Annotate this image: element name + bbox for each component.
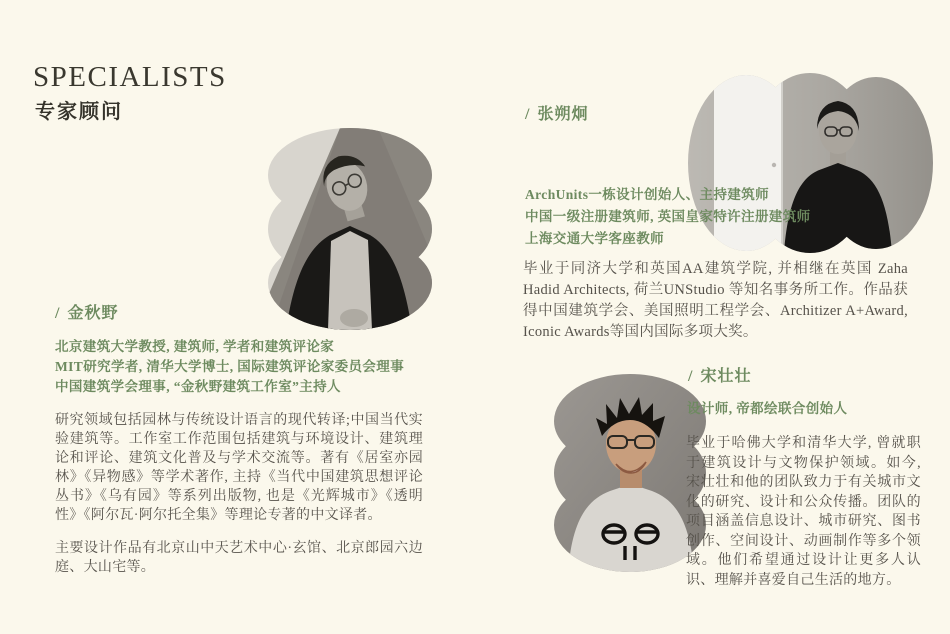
credential-line: 中国建筑学会理事, “金秋野建筑工作室”主持人 <box>55 379 341 394</box>
page-title: SPECIALISTS <box>33 61 227 94</box>
credentials-zhang <box>525 184 945 250</box>
name-slash: / <box>55 305 61 322</box>
page-subtitle: 专家顾问 <box>35 100 123 123</box>
photo-song-zhuangzhuang <box>554 374 706 572</box>
photo-jin-qiuye <box>268 128 433 330</box>
credential-line: 中国一级注册建筑师, 英国皇家特许注册建筑师 <box>525 209 811 224</box>
specialist-name-text: 张朔炯 <box>537 106 589 123</box>
specialist-name-text: 宋壮壮 <box>700 368 752 385</box>
credential-line: MIT研究学者, 清华大学博士, 国际建筑评论家委员会理事 <box>55 359 405 374</box>
credential-line: 上海交通大学客座教师 <box>525 231 664 246</box>
credential-line: ArchUnits一栋设计创始人、主持建筑师 <box>525 187 770 202</box>
bio-paragraph: 研究领域包括园林与传统设计语言的现代转译;中国当代实验建筑等。工作室工作范围包括建筑与环境设计、建筑理论和评论、建筑文化普及与学术交流等。著有《居室亦园林》《异物感》等学术著作, 主持《当代中国建筑思想评论丛书》《乌有园》等系列出版物, 也是《光辉城市》《透明性》《阿尔瓦·阿尔托全集》等理论专著的中文译者。 <box>55 413 423 523</box>
name-slash: / <box>688 368 694 385</box>
bio-song <box>686 434 921 590</box>
bio-paragraph: 毕业于哈佛大学和清华大学, 曾就职于建筑设计与文物保护领域。如今, 宋壮壮和他的团队致力于有关城市文化的研究、设计和公众传播。团队的项目涵盖信息设计、城市研究、图书创作、空间设计、动画制作等多个领域。他们希望通过设计让更多人认识、理解并喜爱自己生活的地方。 <box>686 436 921 588</box>
credential-line: 设计师, 帝都绘联合创始人 <box>687 401 848 416</box>
specialist-name-zhang <box>525 101 588 124</box>
credential-line: 北京建筑大学教授, 建筑师, 学者和建筑评论家 <box>55 339 335 354</box>
bio-paragraph: 毕业于同济大学和英国AA建筑学院, 并相继在英国 Zaha Hadid Architects, 荷兰UNStudio 等知名事务所工作。作品获得中国建筑学会、美国照明工程学会、Architizer A+Award, Iconic Awards等国内国际多项大奖。 <box>523 261 908 340</box>
credentials-jin <box>55 337 435 397</box>
bio-jin <box>55 411 423 577</box>
specialist-name-jin <box>55 300 118 323</box>
bio-paragraph: 主要设计作品有北京山中天艺术中心·玄馆、北京郎园六边庭、大山宅等。 <box>55 541 423 575</box>
specialist-name-text: 金秋野 <box>67 305 119 322</box>
credentials-song <box>687 399 937 419</box>
specialist-name-song <box>688 363 751 386</box>
name-slash: / <box>525 106 531 123</box>
bio-zhang <box>523 259 908 343</box>
